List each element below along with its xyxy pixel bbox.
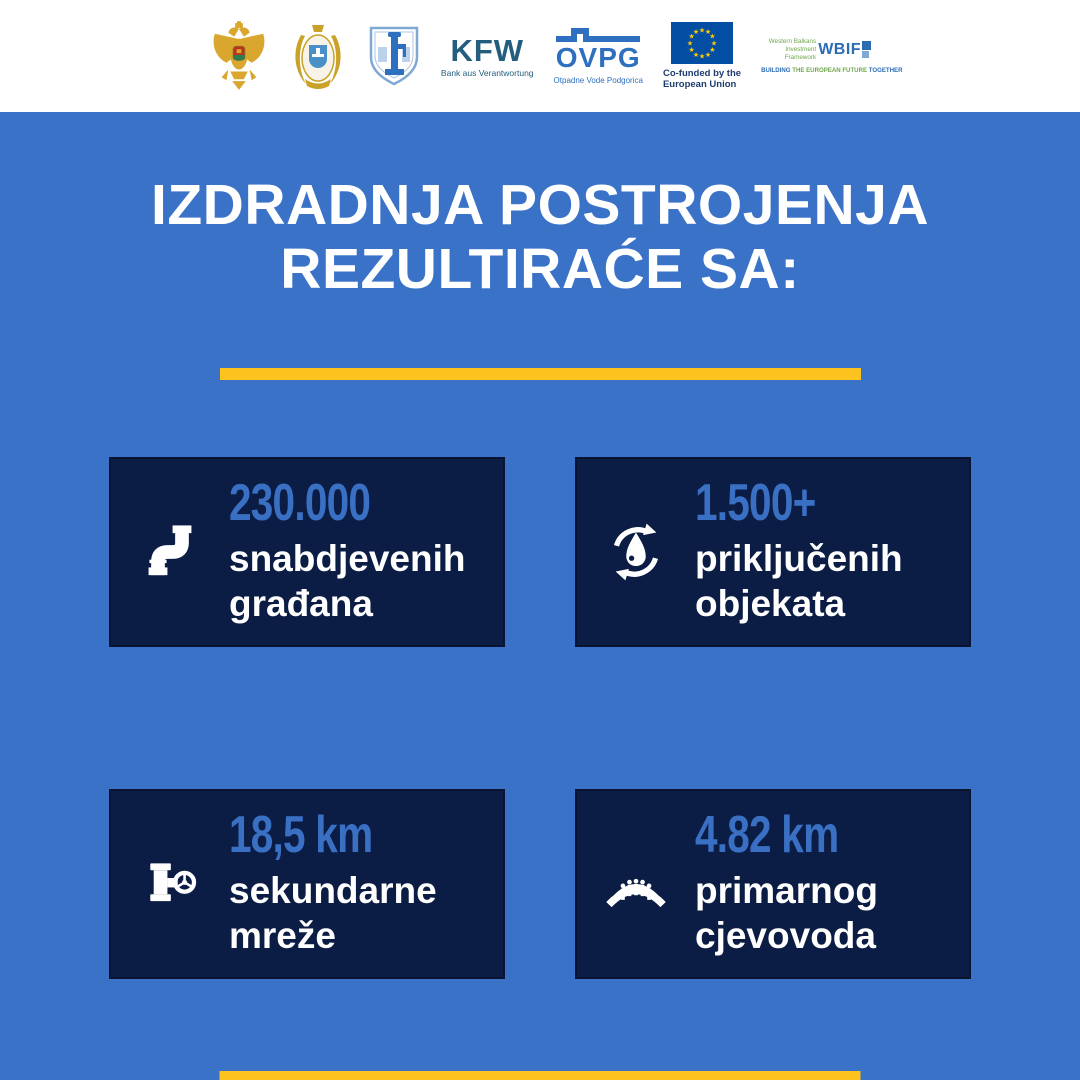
stat-label <box>695 869 961 958</box>
svg-text:★: ★ <box>698 27 706 35</box>
stat-label-line: objekata <box>695 582 846 624</box>
svg-text:★: ★ <box>692 28 700 36</box>
wbif-slogan-part1: BUILDING <box>761 66 791 74</box>
stat-text <box>695 474 969 626</box>
wbif-slogan-part3: TOGETHER <box>868 66 903 74</box>
svg-text:★: ★ <box>709 33 716 41</box>
svg-text:★: ★ <box>688 46 695 54</box>
kfw-wordmark: KFW <box>450 32 525 68</box>
bridge-icon <box>577 856 695 912</box>
wbif-framework-text <box>761 38 816 62</box>
svg-text:★: ★ <box>692 51 700 59</box>
wbif-framework-line1: Western Balkans <box>768 38 817 46</box>
stat-label-line: priključenih <box>695 538 903 580</box>
wbif-squares-icon <box>862 41 871 58</box>
stat-label-line: mreže <box>229 914 336 956</box>
stat-card-primary-pipeline <box>575 789 971 979</box>
stat-label <box>229 869 495 958</box>
kfw-logo <box>440 32 534 78</box>
stat-label-line: primarnog <box>695 870 878 912</box>
yellow-divider <box>220 368 861 380</box>
pipe-elbow-icon <box>111 521 229 583</box>
stat-text <box>695 806 969 958</box>
wbif-top-row <box>761 38 871 62</box>
yellow-bottom-bar <box>220 1071 861 1080</box>
svg-text:★: ★ <box>686 40 694 48</box>
stat-label <box>229 537 495 626</box>
ovpg-slogan: Otpadne Vode Podgorica <box>553 76 643 85</box>
water-cycle-icon <box>577 520 695 584</box>
stat-label-line: snabdjevenih <box>229 538 466 580</box>
vodovod-shield-logo <box>367 23 421 89</box>
eu-flag-icon <box>671 22 733 64</box>
ovpg-pipe-glyph-icon <box>554 27 642 43</box>
podgorica-crest-icon <box>289 21 347 91</box>
svg-text:★: ★ <box>704 28 712 36</box>
stat-value: 4.82 km <box>695 806 839 865</box>
svg-text:★: ★ <box>698 53 706 61</box>
page-title-line2: REZULTIRAĆE SA: <box>280 236 800 301</box>
water-pump-shield-icon <box>367 23 421 89</box>
stat-value: 1.500+ <box>695 474 816 533</box>
kfw-slogan: Bank aus Verantwortung <box>440 67 534 78</box>
ovpg-logo <box>554 27 643 85</box>
stat-label-line: sekundarne <box>229 870 437 912</box>
wbif-logo <box>761 38 903 74</box>
svg-text:★: ★ <box>704 51 712 59</box>
stat-label-line: građana <box>229 582 373 624</box>
wbif-framework-line2: Investment Framework <box>784 46 817 61</box>
stat-value: 18,5 km <box>229 806 373 865</box>
ovpg-wordmark: OVPG <box>555 42 641 73</box>
wbif-slogan-part2: THE EUROPEAN FUTURE <box>792 66 868 74</box>
svg-text:★: ★ <box>710 40 718 48</box>
stat-card-secondary-network <box>109 789 505 979</box>
svg-text:★: ★ <box>688 33 695 41</box>
stat-label <box>695 537 961 626</box>
stat-value: 230.000 <box>229 474 371 533</box>
eu-cofunded-logo <box>663 22 741 91</box>
podgorica-coat-of-arms-logo <box>289 21 347 91</box>
montenegro-eagle-icon <box>209 20 269 92</box>
page-title <box>0 112 1080 302</box>
svg-text:★: ★ <box>709 46 716 54</box>
eu-caption-line2: European Union <box>662 79 737 90</box>
montenegro-coat-of-arms-logo <box>209 20 269 92</box>
stat-card-connections <box>575 457 971 647</box>
logo-band <box>0 0 1080 112</box>
pipe-valve-icon <box>111 854 229 914</box>
stat-card-citizens <box>109 457 505 647</box>
eu-caption-line1: Co-funded by the <box>662 67 742 79</box>
wbif-wordmark: WBIF <box>818 40 862 58</box>
page-title-line1: IZDRADNJA POSTROJENJA <box>151 173 929 237</box>
eu-cofunded-caption <box>663 68 741 91</box>
stat-label-line: cjevovoda <box>695 914 876 956</box>
infographic-body <box>0 112 1080 1080</box>
stat-text <box>229 806 503 958</box>
wbif-slogan <box>761 66 903 74</box>
stat-text <box>229 474 503 626</box>
stats-grid <box>109 457 971 979</box>
